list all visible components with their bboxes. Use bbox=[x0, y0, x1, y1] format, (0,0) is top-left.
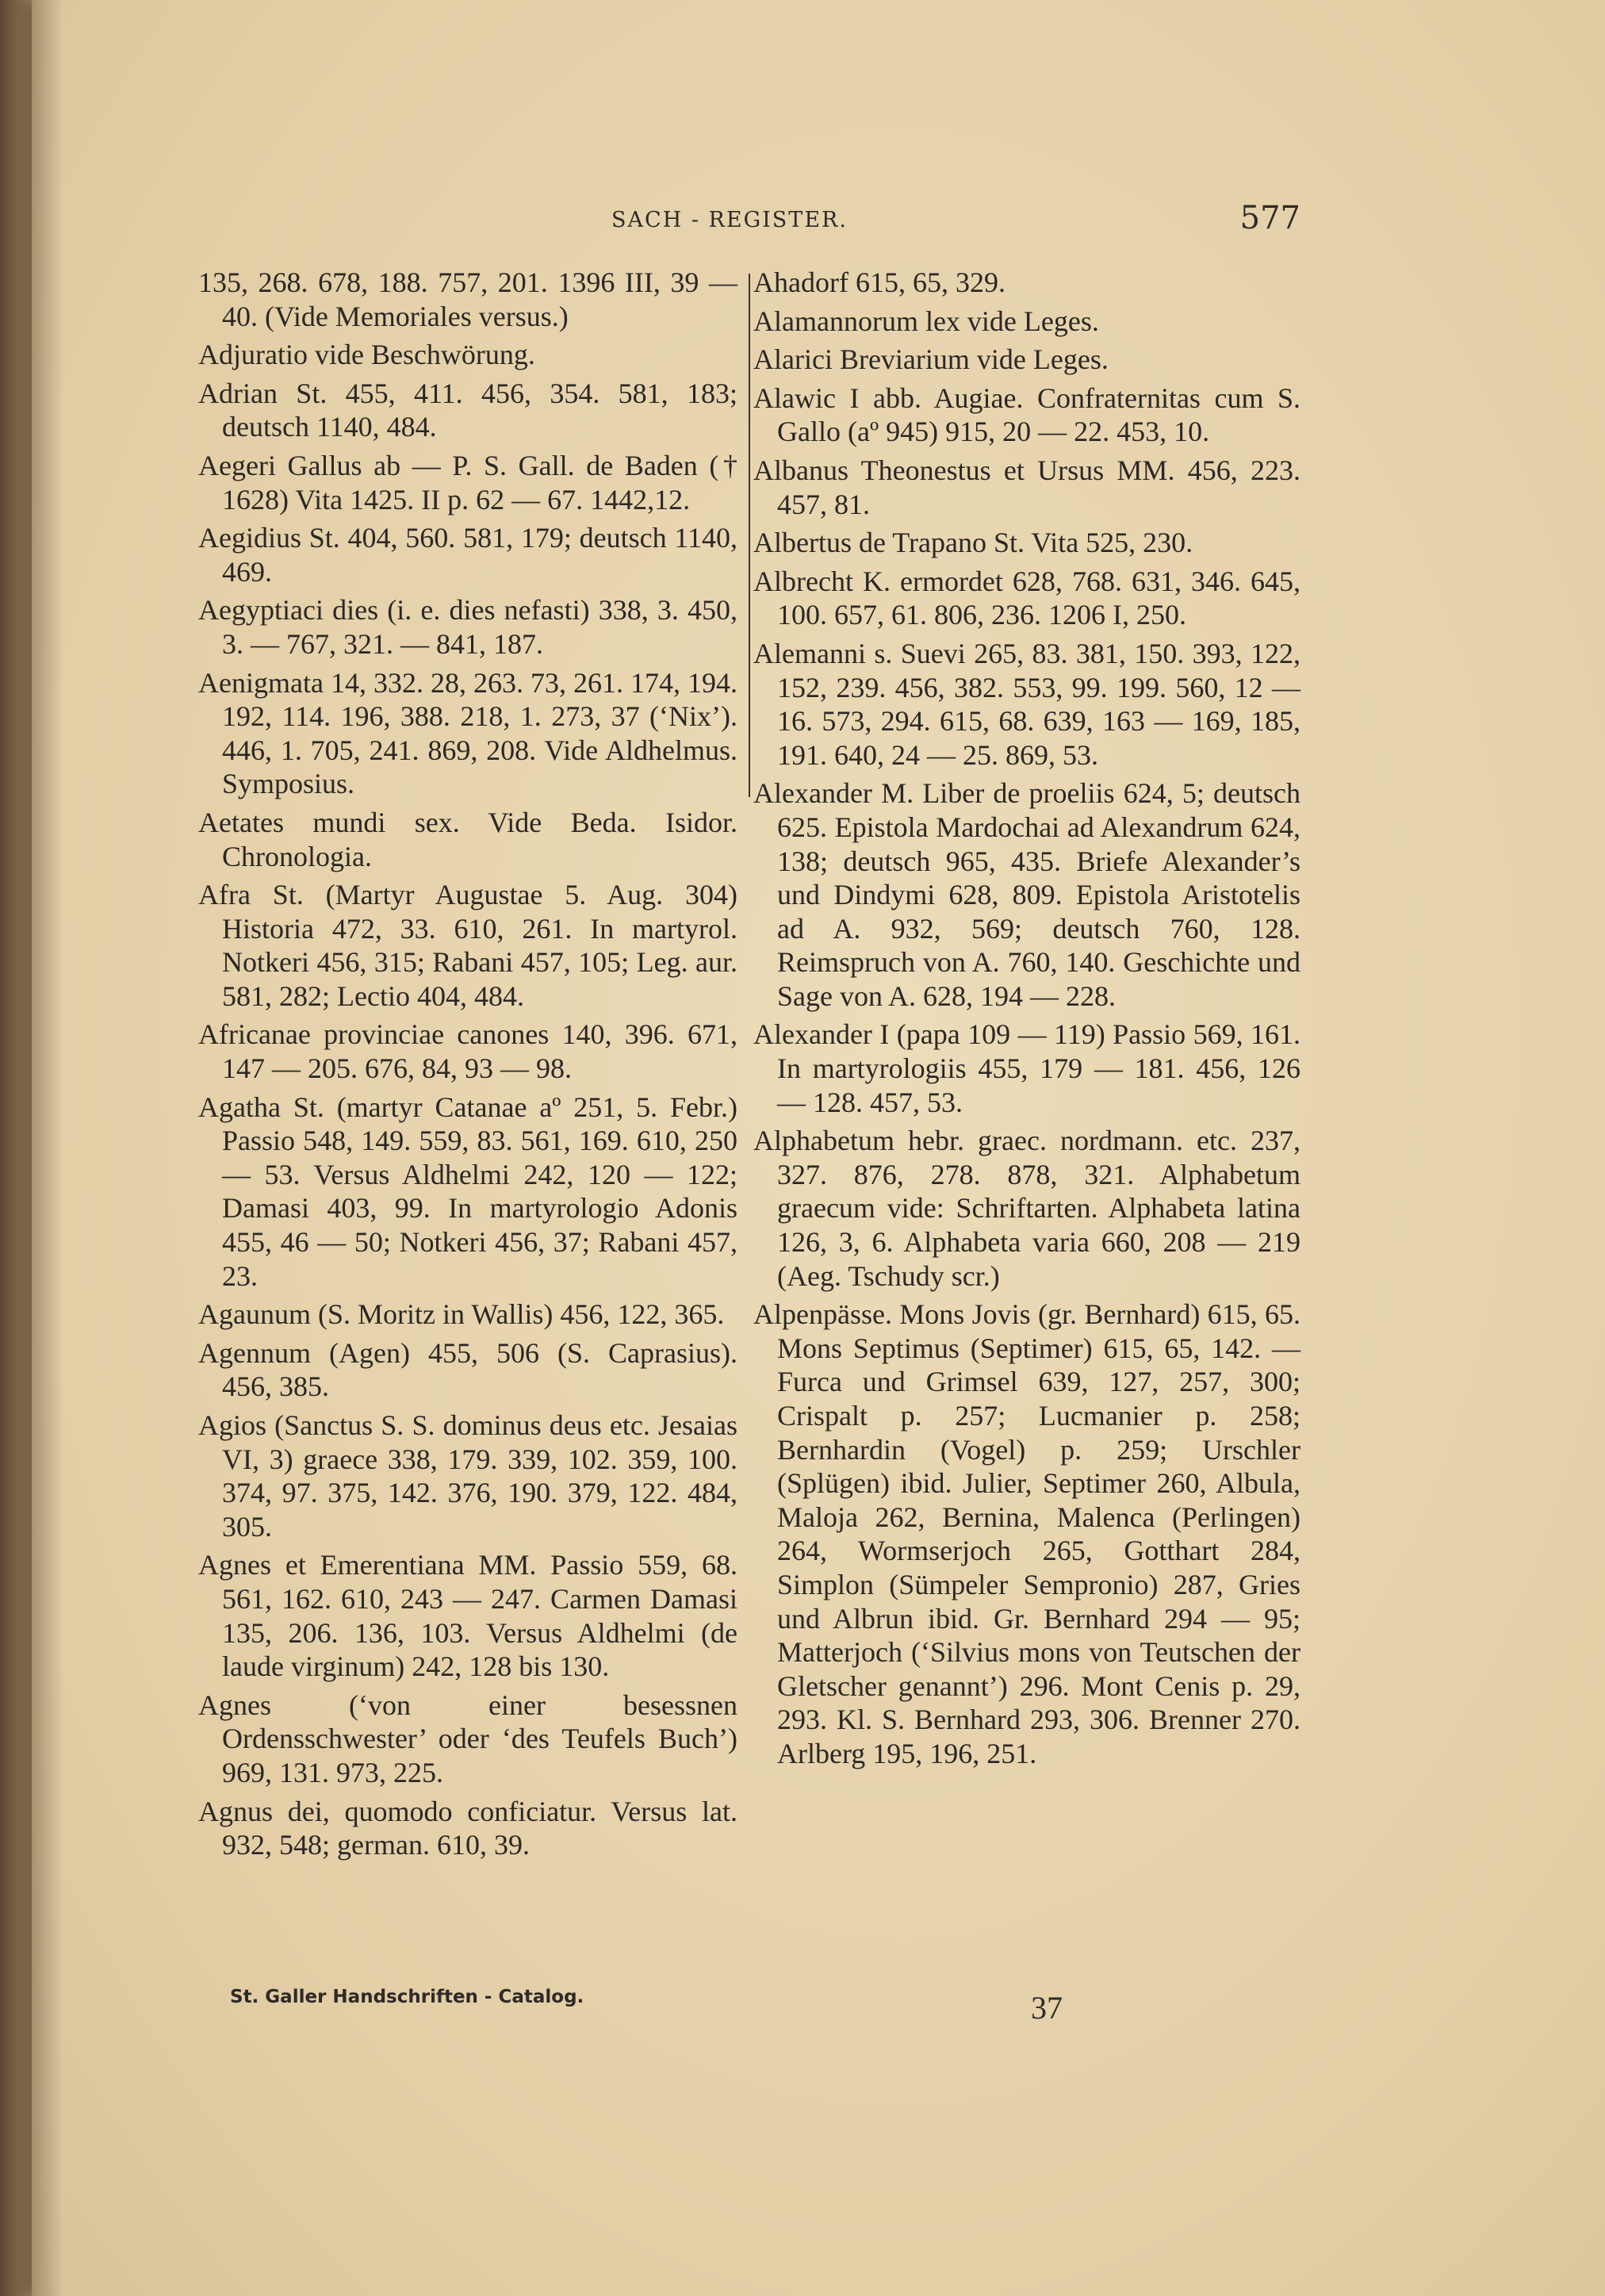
index-entry: Alemanni s. Suevi 265, 83. 381, 150. 393, 122, 152, 239. 456, 382. 553, 99. 199. 560, 12 — 16. 573, 294. 615, 68. 639, 163 — 169, 185, 191. 640, 24 — 25. 869, 53. bbox=[753, 637, 1300, 771]
running-header-title: SACH - REGISTER. bbox=[611, 208, 848, 232]
index-entry: Alphabetum hebr. graec. nordmann. etc. 237, 327. 876, 278. 878, 321. Alphabetum graecum vide: Schriftarten. Alphabeta latina 126, 3, 6. Alphabeta varia 660, 208 — 219 (Aeg. Tschudy scr.) bbox=[753, 1125, 1300, 1292]
index-entry: Agnes (‘von einer besessnen Ordensschwester’ oder ‘des Teufels Buch’) 969, 131. 973, 225. bbox=[198, 1688, 737, 1788]
index-entry: Albrecht K. ermordet 628, 768. 631, 346. 645, 100. 657, 61. 806, 236. 1206 I, 250. bbox=[753, 565, 1300, 631]
index-entry: Aegyptiaci dies (i. e. dies nefasti) 338, 3. 450, 3. — 767, 321. — 841, 187. bbox=[198, 594, 737, 660]
index-entry: Agennum (Agen) 455, 506 (S. Caprasius). 456, 385. bbox=[198, 1336, 737, 1403]
index-entry: Agios (Sanctus S. S. dominus deus etc. Jesaias VI, 3) graece 338, 179. 339, 102. 359, 100. 374, 97. 375, 142. 376, 190. 379, 122. 484, 305. bbox=[198, 1409, 737, 1543]
left-column bbox=[198, 266, 737, 1867]
signature-number: 37 bbox=[1031, 1990, 1063, 2026]
column-divider bbox=[749, 274, 750, 797]
index-entry: Africanae provinciae canones 140, 396. 671, 147 — 205. 676, 84, 93 — 98. bbox=[198, 1018, 737, 1085]
index-entry: Alarici Breviarium vide Leges. bbox=[753, 343, 1109, 376]
catalog-footer: St. Galler Handschriften - Catalog. bbox=[230, 1987, 584, 2007]
index-entry: Agaunum (S. Moritz in Wallis) 456, 122, 365. bbox=[198, 1298, 725, 1331]
index-entry: Alexander I (papa 109 — 119) Passio 569, 161. In martyrologiis 455, 179 — 181. 456, 126 — 128. 457, 53. bbox=[753, 1018, 1300, 1118]
page-fold-shadow bbox=[32, 0, 63, 2296]
index-entry: Alexander M. Liber de proeliis 624, 5; deutsch 625. Epistola Mardochai ad Alexandrum 624, 138; deutsch 965, 435. Briefe Alexander’s und Dindymi 628, 809. Epistola Aristotelis ad A. 932, 569; deutsch 760, 128. Reimspruch von A. 760, 140. Geschichte und Sage von A. 628, 194 — 228. bbox=[753, 777, 1300, 1012]
index-entry: Agnus dei, quomodo conficiatur. Versus lat. 932, 548; german. 610, 39. bbox=[198, 1795, 737, 1861]
index-entry: Aenigmata 14, 332. 28, 263. 73, 261. 174, 194. 192, 114. 196, 388. 218, 1. 273, 37 (‘Nix’). 446, 1. 705, 241. 869, 208. Vide Aldhelmus. Symposius. bbox=[198, 666, 737, 800]
index-entry: Agatha St. (martyr Catanae aº 251, 5. Febr.) Passio 548, 149. 559, 83. 561, 169. 610, 250 — 53. Versus Aldhelmi 242, 120 — 122; Damasi 403, 99. In martyrologio Adonis 455, 46 — 50; Notkeri 456, 37; Rabani 457, 23. bbox=[198, 1091, 737, 1292]
index-entry: Afra St. (Martyr Augustae 5. Aug. 304) Historia 472, 33. 610, 261. In martyrol. Notkeri 456, 315; Rabani 457, 105; Leg. aur. 581, 282; Lectio 404, 484. bbox=[198, 879, 737, 1012]
index-entry: Agnes et Emerentiana MM. Passio 559, 68. 561, 162. 610, 243 — 247. Carmen Damasi 135, 206. 136, 103. Versus Aldhelmi (de laude virginum) 242, 128 bis 130. bbox=[198, 1549, 737, 1683]
index-entry: Adrian St. 455, 411. 456, 354. 581, 183; deutsch 1140, 484. bbox=[198, 377, 737, 443]
index-entry: Albertus de Trapano St. Vita 525, 230. bbox=[753, 527, 1193, 559]
index-entry: 135, 268. 678, 188. 757, 201. 1396 III, 39 — 40. (Vide Memoriales versus.) bbox=[198, 266, 737, 332]
page-number: 577 bbox=[1239, 200, 1300, 236]
index-entry: Alpenpässe. Mons Jovis (gr. Bernhard) 615, 65. Mons Septimus (Septimer) 615, 65, 142. — Furca und Grimsel 639, 127, 257, 300; Crispalt p. 257; Lucmanier p. 258; Bernhardin (Vogel) p. 259; Urschler (Splügen) ibid. Julier, Septimer 260, Albula, Maloja 262, Bernina, Malenca (Perlingen) 264, Wormserjoch 265, Gotthart 284, Simplon (Sümpeler Sempronio) 287, Gries und Albrun ibid. Gr. Bernhard 294 — 95; Matterjoch (‘Silvius mons von Teutschen der Gletscher genannt’) 296. Mont Cenis p. 29, 293. Kl. S. Bernhard 293, 306. Brenner 270. Arlberg 195, 196, 251. bbox=[753, 1298, 1300, 1769]
index-entry: Alawic I abb. Augiae. Confraternitas cum S. Gallo (aº 945) 915, 20 — 22. 453, 10. bbox=[753, 381, 1300, 448]
index-entry: Albanus Theonestus et Ursus MM. 456, 223. 457, 81. bbox=[753, 454, 1300, 520]
right-column bbox=[753, 266, 1300, 1776]
index-entry: Alamannorum lex vide Leges. bbox=[753, 305, 1099, 337]
index-entry: Aegidius St. 404, 560. 581, 179; deutsch 1140, 469. bbox=[198, 522, 737, 588]
index-entry: Aegeri Gallus ab — P. S. Gall. de Baden († 1628) Vita 1425. II p. 62 — 67. 1442,12. bbox=[198, 449, 737, 516]
index-entry: Aetates mundi sex. Vide Beda. Isidor. Chronologia. bbox=[198, 806, 737, 872]
index-entry: Adjuratio vide Beschwörung. bbox=[198, 339, 535, 371]
index-entry: Ahadorf 615, 65, 329. bbox=[753, 266, 1006, 298]
